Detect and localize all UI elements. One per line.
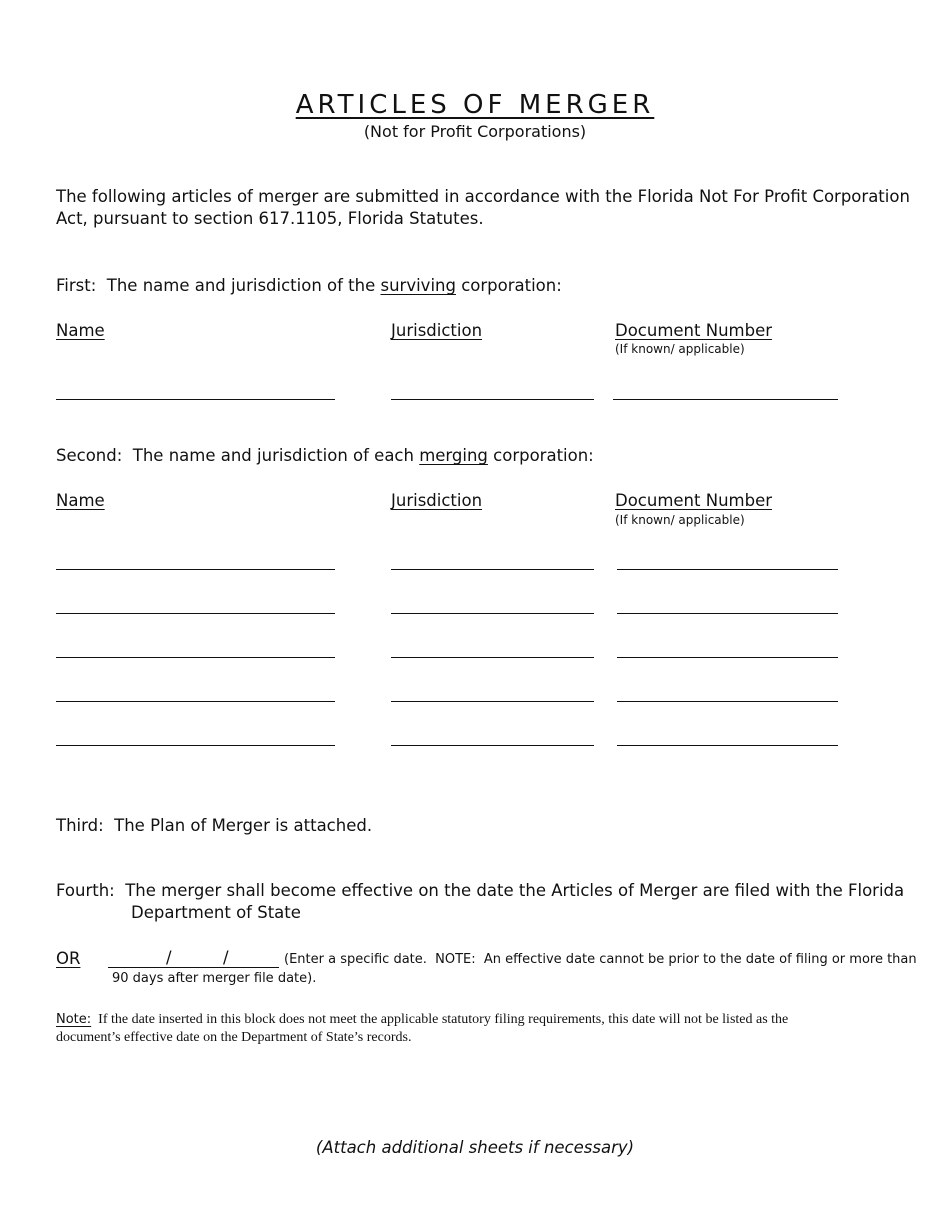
first-heading-emphasis: surviving	[380, 276, 456, 295]
surviving-jurisdiction-field[interactable]	[391, 399, 594, 400]
second-heading-emphasis: merging	[419, 446, 488, 465]
note-line-1	[56, 1010, 788, 1029]
merging-document-field-5[interactable]	[617, 745, 838, 746]
first-heading	[56, 275, 562, 297]
page-title: ARTICLES OF MERGER	[295, 90, 655, 120]
merging-jurisdiction-field-5[interactable]	[391, 745, 594, 746]
fourth-line-1: Fourth: The merger shall become effective on the date the Articles of Merger are filed with the Florida	[56, 881, 905, 900]
first-col-document: Document Number	[615, 321, 773, 340]
intro-line-1: The following articles of merger are submitted in accordance with the Florida Not For Profit Corporation	[56, 187, 910, 206]
first-col-name: Name	[56, 321, 105, 340]
second-col-document-note: (If known/ applicable)	[615, 513, 745, 527]
first-heading-prefix: First: The name and jurisdiction of the	[56, 276, 381, 295]
second-col-jurisdiction: Jurisdiction	[391, 491, 483, 510]
third-statement: Third: The Plan of Merger is attached.	[56, 816, 373, 835]
first-heading-suffix: corporation:	[455, 276, 562, 295]
footer-attach-note: (Attach additional sheets if necessary)	[315, 1138, 635, 1157]
first-col-jurisdiction: Jurisdiction	[391, 321, 483, 340]
second-col-name: Name	[56, 491, 105, 510]
merging-name-field-1[interactable]	[56, 569, 335, 570]
note-line-2: document’s effective date on the Department of State’s records.	[56, 1030, 412, 1045]
second-heading	[56, 445, 594, 467]
effective-date-field[interactable]	[108, 967, 279, 968]
date-note-line-1: (Enter a specific date. NOTE: An effective date cannot be prior to the date of filing or more than	[284, 952, 917, 967]
intro-line-2: Act, pursuant to section 617.1105, Florida Statutes.	[56, 209, 484, 228]
merging-jurisdiction-field-4[interactable]	[391, 701, 594, 702]
merging-name-field-2[interactable]	[56, 613, 335, 614]
fourth-line-2: Department of State	[131, 903, 301, 922]
merging-document-field-4[interactable]	[617, 701, 838, 702]
date-slash-1: /	[166, 948, 172, 967]
merging-document-field-3[interactable]	[617, 657, 838, 658]
or-label: OR	[56, 949, 81, 968]
second-heading-prefix: Second: The name and jurisdiction of each	[56, 446, 420, 465]
second-col-document: Document Number	[615, 491, 773, 510]
merging-jurisdiction-field-3[interactable]	[391, 657, 594, 658]
note-label: Note:	[56, 1012, 92, 1027]
merging-document-field-1[interactable]	[617, 569, 838, 570]
surviving-document-field[interactable]	[613, 399, 838, 400]
merging-document-field-2[interactable]	[617, 613, 838, 614]
merging-jurisdiction-field-2[interactable]	[391, 613, 594, 614]
page-subtitle: (Not for Profit Corporations)	[363, 122, 587, 141]
surviving-name-field[interactable]	[56, 399, 335, 400]
merging-jurisdiction-field-1[interactable]	[391, 569, 594, 570]
merging-name-field-3[interactable]	[56, 657, 335, 658]
second-heading-suffix: corporation:	[487, 446, 594, 465]
merging-name-field-4[interactable]	[56, 701, 335, 702]
merging-name-field-5[interactable]	[56, 745, 335, 746]
first-col-document-note: (If known/ applicable)	[615, 342, 745, 356]
date-note-line-2: 90 days after merger file date).	[112, 971, 317, 986]
note-line-1-text: If the date inserted in this block does not meet the applicable statutory filing requirements, this date will not be listed as the	[91, 1012, 789, 1027]
date-slash-2: /	[223, 948, 229, 967]
